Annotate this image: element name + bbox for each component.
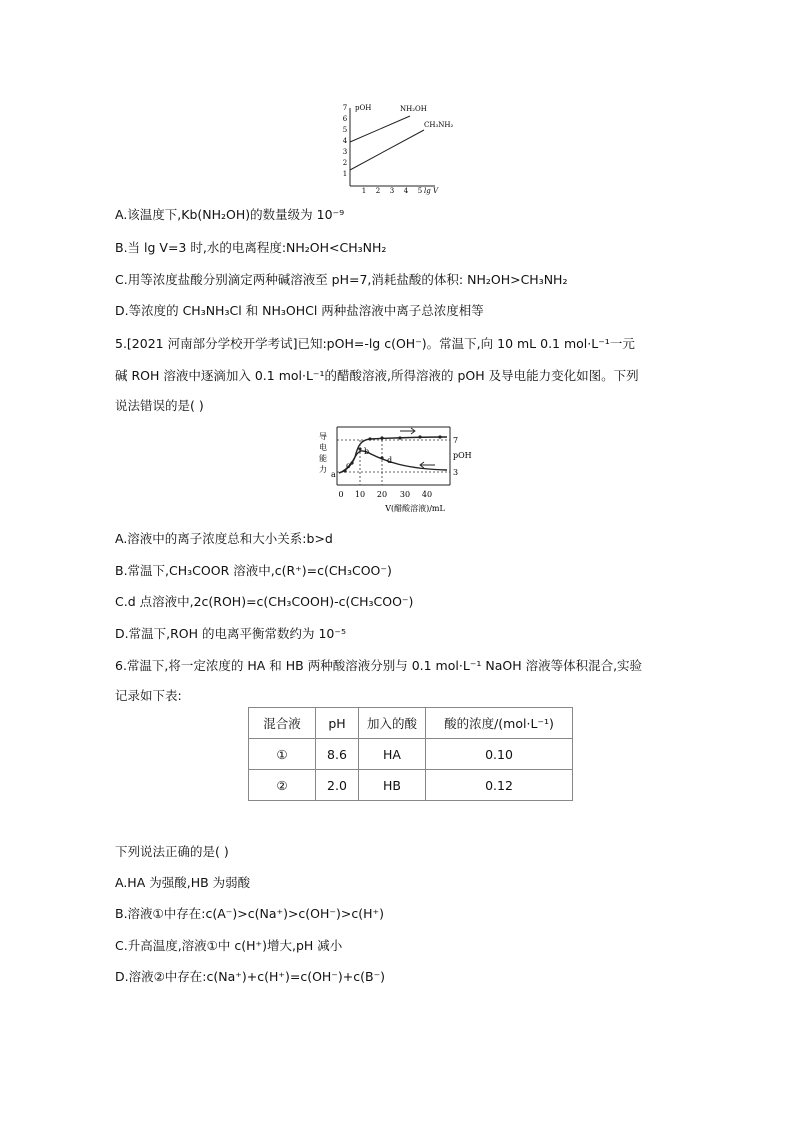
series-label-ch3nh2: CH₃NH₂ bbox=[424, 121, 454, 129]
data-point bbox=[368, 437, 371, 440]
y-tick: 1 bbox=[342, 170, 348, 178]
table-cell: HB bbox=[359, 770, 426, 801]
x-tick: 40 bbox=[421, 490, 433, 499]
q5-stem-line-3: 说法错误的是( ) bbox=[115, 398, 204, 413]
q5-stem-line-2: 碱 ROH 溶液中逐滴加入 0.1 mol·L⁻¹的醋酸溶液,所得溶液的 pOH 及导电能力变化如图。下列 bbox=[115, 368, 639, 383]
table-row bbox=[249, 770, 573, 801]
x-tick: 10 bbox=[354, 490, 366, 499]
y-tick: 4 bbox=[342, 137, 348, 145]
y-tick: 5 bbox=[342, 126, 348, 134]
y-axis-label: 导 bbox=[319, 432, 327, 441]
table-cell: HA bbox=[359, 739, 426, 770]
q5-option-a: A.溶液中的离子浓度总和大小关系:b>d bbox=[115, 531, 333, 546]
table-cell: 0.12 bbox=[426, 770, 573, 801]
x-tick: 1 bbox=[361, 187, 367, 195]
q4-option-a: A.该温度下,Kb(NH₂OH)的数量级为 10⁻⁹ bbox=[115, 207, 345, 222]
table-header: 加入的酸 bbox=[359, 708, 426, 739]
table-cell: ② bbox=[249, 770, 316, 801]
table-header: pH bbox=[316, 708, 359, 739]
table-cell: 0.10 bbox=[426, 739, 573, 770]
q4-option-b: B.当 lg V=3 时,水的电离程度:NH₂OH<CH₃NH₂ bbox=[115, 240, 387, 255]
x-tick: 20 bbox=[376, 490, 388, 499]
arrow-right-icon bbox=[400, 428, 415, 434]
data-point bbox=[380, 436, 383, 439]
point-label-d: d bbox=[387, 456, 393, 465]
data-point bbox=[380, 456, 383, 459]
table-header: 混合液 bbox=[249, 708, 316, 739]
data-point bbox=[418, 435, 421, 438]
x-axis-label: lg V bbox=[424, 187, 438, 195]
y-axis-label: pOH bbox=[355, 104, 372, 112]
x-tick: 2 bbox=[375, 187, 381, 195]
x-tick: 4 bbox=[403, 187, 409, 195]
right-tick: 3 bbox=[453, 468, 459, 477]
series-line-ch3nh2 bbox=[350, 130, 424, 170]
q6-option-c: C.升高温度,溶液①中 c(H⁺)增大,pH 减小 bbox=[115, 938, 343, 953]
series-label-nh2oh: NH₂OH bbox=[400, 105, 427, 113]
series-line-nh2oh bbox=[350, 116, 410, 142]
y-ticks bbox=[343, 104, 348, 178]
q6-option-d: D.溶液②中存在:c(Na⁺)+c(H⁺)=c(OH⁻)+c(B⁻) bbox=[115, 969, 386, 984]
table-header: 酸的浓度/(mol·L⁻¹) bbox=[426, 708, 573, 739]
q6-stem-line-2: 记录如下表: bbox=[115, 688, 182, 703]
q5-option-c: C.d 点溶液中,2c(ROH)=c(CH₃COOH)-c(CH₃COO⁻) bbox=[115, 594, 414, 609]
q6-stem-line-1: 6.常温下,将一定浓度的 HA 和 HB 两种酸溶液分别与 0.1 mol·L⁻¹ NaOH 溶液等体积混合,实验 bbox=[115, 658, 643, 673]
table-cell: ① bbox=[249, 739, 316, 770]
arrow-left-icon bbox=[420, 462, 435, 468]
q6-question: 下列说法正确的是( ) bbox=[115, 844, 229, 859]
y-axis-label: 电 bbox=[319, 443, 327, 452]
table-row bbox=[249, 739, 573, 770]
point-label-b: b bbox=[364, 447, 370, 456]
q6-option-a: A.HA 为强酸,HB 为弱酸 bbox=[115, 875, 251, 890]
x-tick: 3 bbox=[389, 187, 395, 195]
y-tick: 6 bbox=[342, 115, 348, 123]
table-cell: 2.0 bbox=[316, 770, 359, 801]
data-point bbox=[350, 461, 353, 464]
y-tick: 3 bbox=[342, 148, 348, 156]
poh-lgv-chart bbox=[340, 100, 454, 195]
y-axis-label: 力 bbox=[319, 465, 327, 474]
experiment-table bbox=[248, 707, 573, 801]
table-header-row bbox=[249, 708, 573, 739]
table-cell: 8.6 bbox=[316, 739, 359, 770]
y-axis-label: 能 bbox=[319, 454, 327, 463]
q4-option-c: C.用等浓度盐酸分别滴定两种碱溶液至 pH=7,消耗盐酸的体积: NH₂OH>CH₃NH₂ bbox=[115, 272, 568, 287]
x-tick: 30 bbox=[399, 490, 411, 499]
y-tick: 2 bbox=[342, 159, 348, 167]
q5-option-b: B.常温下,CH₃COOR 溶液中,c(R⁺)=c(CH₃COO⁻) bbox=[115, 563, 392, 578]
q5-stem-line-1: 5.[2021 河南部分学校开学考试]已知:pOH=-lg c(OH⁻)。常温下,向 10 mL 0.1 mol·L⁻¹一元 bbox=[115, 336, 635, 351]
point-label-c: c bbox=[346, 461, 351, 470]
point-label-a: a bbox=[331, 470, 336, 479]
q4-option-d: D.等浓度的 CH₃NH₃Cl 和 NH₃OHCl 两种盐溶液中离子总浓度相等 bbox=[115, 303, 484, 318]
x-tick: 5 bbox=[417, 187, 423, 195]
x-axis-label: V(醋酸溶液)/mL bbox=[385, 504, 445, 513]
data-point bbox=[358, 447, 361, 450]
right-tick: 7 bbox=[453, 436, 459, 445]
y-tick: 7 bbox=[342, 104, 348, 112]
x-ticks bbox=[362, 187, 422, 195]
right-axis-label: pOH bbox=[453, 451, 472, 460]
q5-option-d: D.常温下,ROH 的电离平衡常数约为 10⁻⁵ bbox=[115, 626, 346, 641]
data-point bbox=[438, 435, 441, 438]
x-tick: 0 bbox=[338, 490, 344, 499]
poh-curve bbox=[339, 437, 447, 473]
q6-option-b: B.溶液①中存在:c(A⁻)>c(Na⁺)>c(OH⁻)>c(H⁺) bbox=[115, 906, 384, 921]
conductivity-poh-chart bbox=[315, 425, 485, 520]
data-point bbox=[398, 436, 401, 439]
